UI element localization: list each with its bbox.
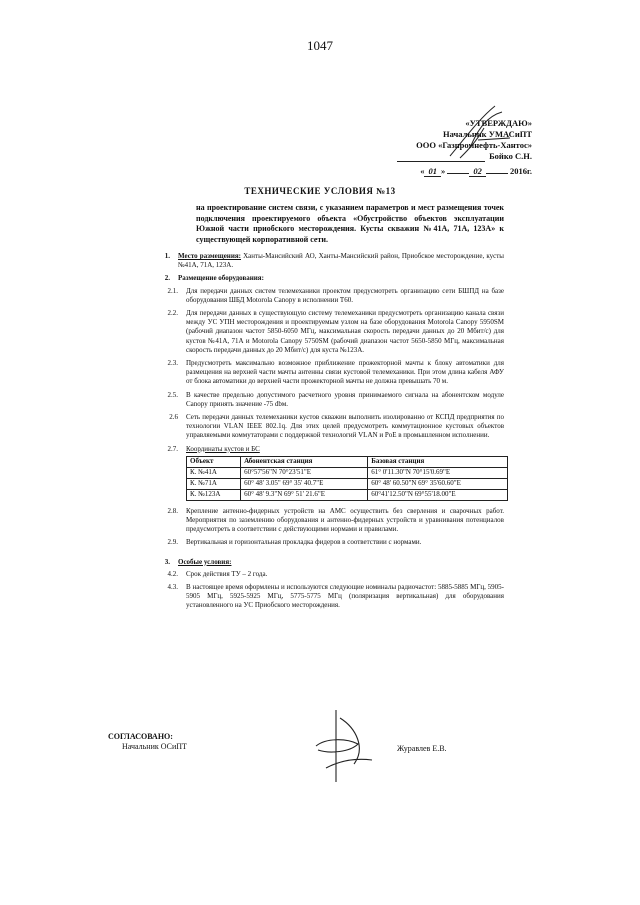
list-item bbox=[148, 391, 504, 409]
table-header: Объект bbox=[187, 456, 241, 467]
coordinates-table bbox=[186, 456, 508, 501]
list-item bbox=[148, 413, 504, 441]
section-3: 3. Особые условия: bbox=[148, 558, 504, 567]
table-row: К. №123А 60° 48' 9.3"N 69° 51' 21.6"E 60°41'12.50"N 69°55'18.00"E bbox=[187, 489, 508, 500]
item-number: 2.9. bbox=[167, 538, 178, 547]
document-body bbox=[148, 252, 504, 615]
table-row: К. №41А 60°57'56"N 70°23'51"E 61° 0'11.30"N 70°15'0.69"E bbox=[187, 467, 508, 478]
list-item bbox=[148, 287, 504, 305]
document-intro: на проектирование систем связи, с указанием параметров и мест размещения точек подключения проектируемого объекта «Обустройство объектов эксплуатации Южной части приобского месторождения. Кусты скважин №41А, 71А, 123А» к существующей корпоративной сети. bbox=[196, 203, 504, 244]
item-text: Крепление антенно-фидерных устройств на АМС осуществить без сверления и сварочных работ. Мероприятия по заземлению оборудования и антенно-фидерных устройств и уравнивания потенциалов предусмотреть в соответствии с действующими нормами и правилами. bbox=[186, 506, 504, 534]
section-1: 1. Место размещения: Ханты-Мансийский АО, Ханты-Мансийский район, Приобское месторождение, кусты №41А, 71А, 123А. bbox=[164, 252, 505, 270]
section-2-7: 2.7. Координаты кустов и БС bbox=[148, 445, 504, 454]
approval-heading: «УТВЕРЖДАЮ» bbox=[465, 118, 532, 128]
date-year: 2016г. bbox=[509, 166, 532, 176]
list-item bbox=[148, 309, 504, 355]
section-3-label: Особые условия: bbox=[178, 557, 232, 566]
list-item bbox=[148, 583, 504, 611]
item-text: Предусмотреть максимально возможное приближение прожекторной мачты к блоку автоматики для размещения на верхней части мачты антенны связи кустовой телемеханики. При этом длина кабеля АФУ от блока автоматики до верхней части прожекторной мачты не должна превышать 70 м. bbox=[186, 359, 504, 386]
document-title: ТЕХНИЧЕСКИЕ УСЛОВИЯ №13 bbox=[244, 186, 396, 196]
item-number: 2.1. bbox=[167, 286, 178, 295]
item-text: Срок действия ТУ – 2 года. bbox=[186, 569, 268, 578]
table-header: Базовая станция bbox=[368, 456, 508, 467]
item-text: Для передачи данных в существующую систему телемеханики предусмотреть организацию канала связи между УС УПН месторождения и проектируемым узлом на базе оборудования Motorola Canopy 5950SM (рабочий диапазон частот 5850-6050 МГц, максимальная скорость передачи данных до 20 Мбит/с) для кустов №41А, 71А и Motorola Canopy 5750SM (рабочий диапазон частот 5650-5850 МГц, максимальная скорость передачи данных до 20 Мбит/с) для куста №123А. bbox=[186, 309, 504, 354]
item-number: 4.2. bbox=[167, 569, 178, 578]
date-month: 02 bbox=[469, 166, 486, 177]
item-number: 2.2. bbox=[167, 309, 178, 318]
item-number: 2.8. bbox=[167, 506, 178, 515]
page-number: 1047 bbox=[307, 38, 333, 53]
date-day: 01 bbox=[424, 166, 441, 177]
section-2-7-label: Координаты кустов и БС bbox=[186, 444, 260, 453]
item-text: В настоящее время оформлены и используются следующие номиналы радиочастот: 5885-5885 МГц, 5905-5905 МГц, 5925-5925 МГц, 5775-5775 МГц (поляризация вертикальная) для оборудования установленного на УС Приобского месторождения. bbox=[186, 583, 504, 610]
agreed-block bbox=[108, 732, 187, 752]
list-item bbox=[148, 538, 504, 547]
item-text: Для передачи данных систем телемеханики проектом предусмотреть организацию сети БШПД на базе оборудования ШБД Motorola Canopy в исполнении Т60. bbox=[186, 286, 504, 304]
item-text: В качестве предельно допустимого расчетного уровня принимаемого сигнала на абонентском модуле Canopy принять значение -75 dbм. bbox=[186, 390, 504, 408]
item-number: 2.6 bbox=[169, 413, 178, 422]
agreed-name: Журавлев Е.В. bbox=[397, 744, 447, 753]
section-1-text: Ханты-Мансийский АО, Ханты-Мансийский район, Приобское месторождение, кусты №41А, 71А, 123А. bbox=[178, 252, 505, 270]
approval-signature-icon bbox=[440, 98, 520, 166]
agreed-signature-icon bbox=[296, 708, 376, 784]
table-row: К. №71А 60° 48' 3.05" 69° 35' 40.7"E 60° 48' 60.50"N 69° 35'60.60"E bbox=[187, 478, 508, 489]
list-item bbox=[148, 359, 504, 387]
approval-date: « 01 » 02 2016г. bbox=[420, 166, 532, 176]
item-text: Вертикальная и горизонтальная прокладка фидеров в соответствии с нормами. bbox=[186, 538, 422, 547]
section-2-label: Размещение оборудования: bbox=[178, 274, 264, 283]
list-item bbox=[148, 507, 504, 535]
section-2: 2. Размещение оборудования: bbox=[148, 274, 504, 283]
table-header: Абонентская станция bbox=[241, 456, 368, 467]
item-number: 2.3. bbox=[167, 359, 178, 368]
approval-position: Начальник УМАСиПТ bbox=[442, 129, 532, 139]
item-number: 4.3. bbox=[167, 583, 178, 592]
section-1-label: Место размещения: bbox=[178, 252, 241, 260]
item-text: Сеть передачи данных телемеханики кустов скважин выполнить изолированно от КСПД предприятия по технологии VLAN IEEE 802.1q. Для этих целей предусмотреть коммутационное кустовых объектов управляемыми коммутаторами с поддержкой технологий VLAN и PoE в промышленном исполнении. bbox=[186, 413, 504, 440]
approval-signer: Бойко С.Н. bbox=[489, 151, 532, 161]
approval-company: ООО «Газпромнефть-Хантос» bbox=[416, 140, 532, 150]
item-number: 2.5. bbox=[167, 390, 178, 399]
list-item bbox=[148, 570, 504, 579]
agreed-heading: СОГЛАСОВАНО: bbox=[108, 732, 173, 741]
agreed-role: Начальник ОСиПТ bbox=[122, 742, 187, 751]
